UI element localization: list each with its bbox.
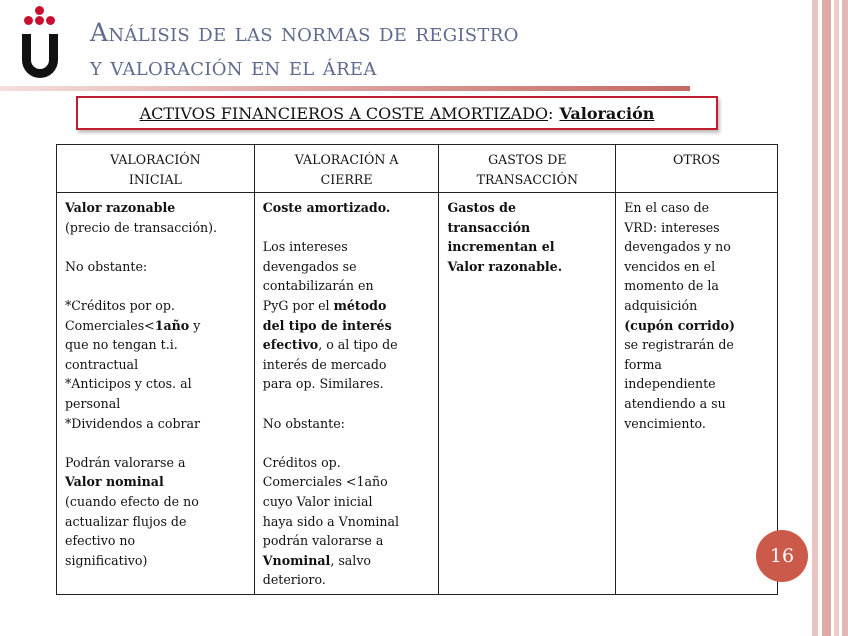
header-line: CIERRE (320, 172, 373, 187)
text-run-bold: Vnominal (262, 552, 331, 568)
decor-stripe (842, 0, 848, 636)
cell-line: (cuando efecto de no (65, 493, 199, 509)
header-valoracion-inicial (57, 145, 255, 193)
cell-line: contabilizarán en (262, 278, 374, 294)
header-line: OTROS (673, 152, 721, 167)
cell-line: cuyo Valor inicial (262, 493, 373, 509)
page-number-badge: 16 (756, 530, 808, 582)
valuation-table (56, 144, 778, 595)
slide-title (90, 16, 650, 84)
cell-line: actualizar flujos de (65, 513, 187, 529)
text-run: , o al tipo de (318, 337, 398, 353)
header-line: TRANSACCIÓN (476, 172, 578, 187)
cell-line: forma (624, 356, 662, 372)
text-run: PyG por el (262, 297, 334, 313)
decor-stripe (834, 0, 839, 636)
cell-gastos-transaccion (439, 193, 616, 595)
cell-otros (616, 193, 778, 595)
cell-line: No obstante: (65, 258, 148, 274)
header-otros (616, 145, 778, 193)
cell-line: Valor razonable (65, 200, 176, 215)
cell-line: Créditos op. (262, 454, 341, 470)
cell-line (263, 296, 433, 316)
cell-line: (cupón corrido) (624, 317, 736, 333)
header-line: GASTOS DE (488, 152, 567, 167)
cell-line: Coste amortizado. (262, 200, 391, 215)
cell-line: vencidos en el (624, 258, 716, 274)
cell-line (263, 335, 433, 355)
logo-dot (35, 16, 44, 25)
title-line-2: y valoración en el área (90, 52, 377, 81)
cell-line: Valor razonable. (447, 258, 563, 274)
text-run-bold: efectivo (262, 337, 319, 353)
cell-line: significativo) (65, 552, 148, 568)
text-run: , salvo (330, 552, 372, 568)
cell-line: Gastos de (447, 200, 516, 215)
cell-line: vencimiento. (624, 415, 706, 431)
logo-letter-u (22, 34, 58, 78)
cell-line: efectivo no (65, 533, 136, 549)
subtitle-bold: Valoración (559, 103, 655, 123)
cell-line: devengados se (262, 258, 357, 274)
subtitle-box (76, 96, 718, 130)
text-run-bold: 1año (154, 317, 190, 333)
logo-dot (46, 16, 55, 25)
cell-line: *Créditos por op. (65, 297, 175, 313)
cell-line (65, 316, 248, 336)
cell-valoracion-cierre (254, 193, 439, 595)
cell-line: *Dividendos a cobrar (65, 415, 201, 431)
table-row (57, 193, 778, 595)
cell-line: VRD: intereses (624, 219, 720, 235)
cell-line: adquisición (624, 297, 698, 313)
cell-line: En el caso de (624, 200, 710, 215)
logo-dot (24, 16, 33, 25)
cell-line: Podrán valorarse a (65, 454, 186, 470)
cell-line: del tipo de interés (262, 317, 392, 333)
cell-line: para op. Similares. (262, 376, 384, 392)
cell-line: transacción (447, 219, 531, 235)
subtitle-separator: : (548, 103, 554, 123)
cell-line: incrementan el (447, 239, 555, 255)
cell-line: contractual (65, 356, 139, 372)
cell-line: personal (65, 395, 121, 411)
text-run-bold: método (333, 297, 387, 313)
cell-line: *Anticipos y ctos. al (65, 376, 192, 392)
cell-line: atendiendo a su (624, 395, 726, 411)
decor-stripe (812, 0, 818, 636)
university-logo (20, 6, 64, 80)
cell-line: interés de mercado (262, 356, 387, 372)
cell-line: devengados y no (624, 239, 731, 255)
decor-stripe (822, 0, 831, 636)
cell-line (263, 551, 433, 571)
cell-line: se registrarán de (624, 337, 734, 353)
table-header-row (57, 145, 778, 193)
cell-line: Valor nominal (65, 474, 164, 490)
cell-valoracion-inicial (57, 193, 255, 595)
subtitle-main: ACTIVOS FINANCIEROS A COSTE AMORTIZADO (139, 103, 549, 123)
header-line: VALORACIÓN (110, 152, 201, 167)
cell-line: (precio de transacción). (65, 219, 218, 235)
cell-line: que no tengan t.i. (65, 337, 178, 353)
cell-line: momento de la (624, 278, 719, 294)
title-underline (0, 86, 690, 91)
cell-line: Comerciales <1año (262, 474, 388, 490)
header-gastos-transaccion (439, 145, 616, 193)
header-line: VALORACIÓN A (294, 152, 399, 167)
header-line: INICIAL (128, 172, 182, 187)
cell-line: deterioro. (262, 572, 326, 588)
title-line-1: Análisis de las normas de registro (90, 18, 519, 47)
logo-dot (35, 6, 44, 15)
cell-line: podrán valorarse a (262, 533, 384, 549)
cell-line: Los intereses (262, 239, 348, 255)
cell-line: independiente (624, 376, 716, 392)
header-valoracion-cierre (254, 145, 439, 193)
text-run: Comerciales< (65, 317, 155, 333)
cell-line: haya sido a Vnominal (262, 513, 400, 529)
cell-line: No obstante: (262, 415, 345, 431)
text-run: y (189, 317, 201, 333)
